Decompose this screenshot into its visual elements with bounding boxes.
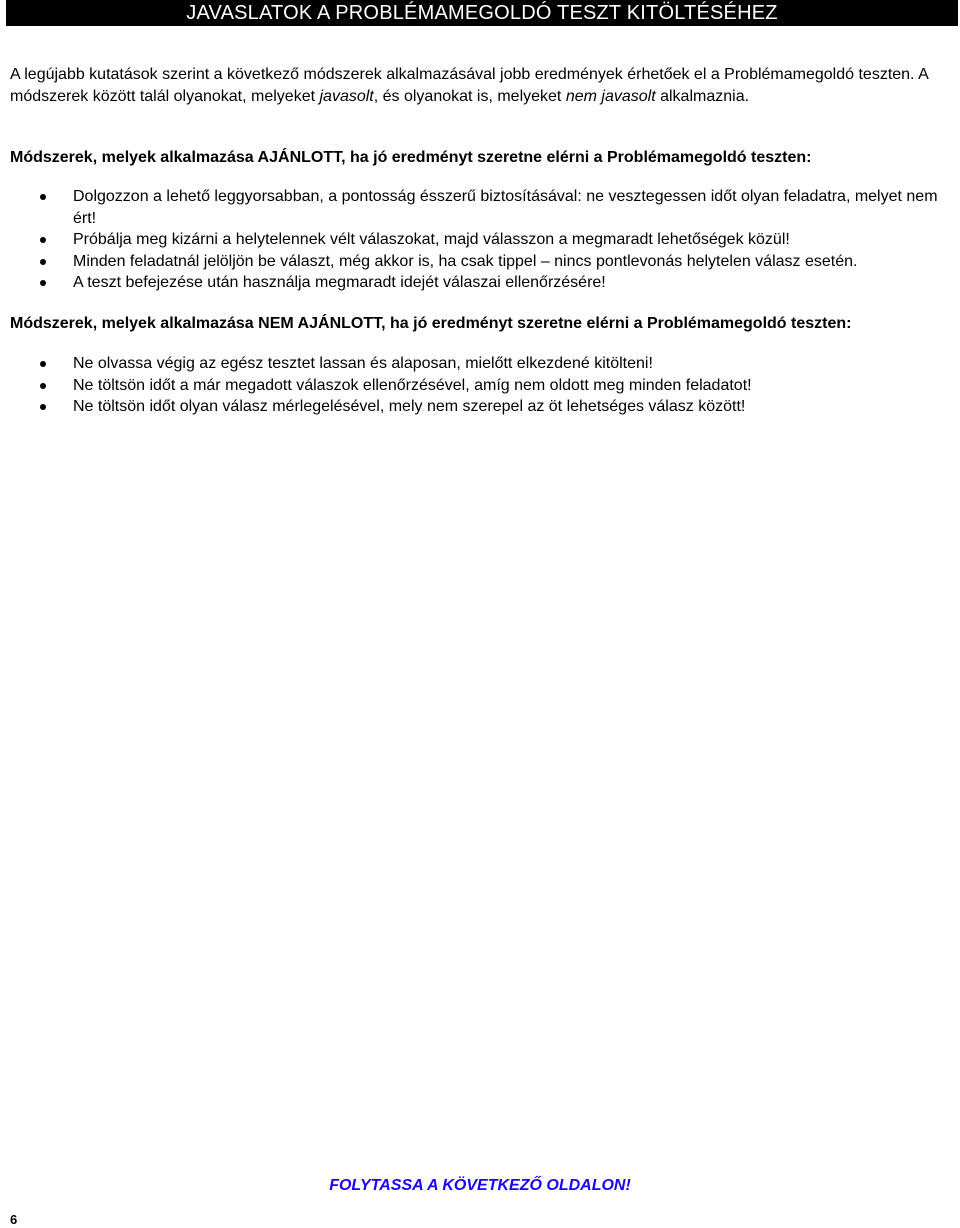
list-item-text: Ne töltsön időt olyan válasz mérlegelésével, mely nem szerepel az öt lehetséges válasz között! (73, 398, 746, 415)
list-item (0, 375, 940, 397)
list-item-text: Próbálja meg kizárni a helytelennek vélt válaszokat, majd válasszon a megmaradt lehetőségek közül! (73, 231, 790, 248)
bullet-icon (40, 361, 46, 367)
bullet-icon (40, 383, 46, 389)
intro-text-part2: , és olyanokat is, melyeket (373, 88, 566, 105)
page-number: 6 (10, 1212, 18, 1227)
list-item (0, 229, 940, 251)
bullet-icon (40, 237, 46, 243)
list-item-text: Ne olvassa végig az egész tesztet lassan és alaposan, mielőtt elkezdené kitölteni! (73, 355, 653, 372)
recommended-list (0, 186, 940, 294)
intro-text-part3: alkalmaznia. (655, 88, 750, 105)
page-title-bar (6, 0, 958, 26)
bullet-icon (40, 280, 46, 286)
intro-paragraph (10, 64, 950, 108)
bullet-icon (40, 259, 46, 265)
not-recommended-list (0, 353, 940, 418)
list-item (0, 186, 940, 229)
continue-next-page-note: FOLYTASSA A KÖVETKEZŐ OLDALON! (329, 1177, 631, 1194)
list-item-text: Minden feladatnál jelöljön be választ, még akkor is, ha csak tippel – nincs pontlevonás helytelen válasz esetén. (73, 252, 858, 270)
list-item (0, 396, 940, 418)
list-item (0, 272, 940, 294)
list-item-text: A teszt befejezése után használja megmaradt idejét válaszai ellenőrzésére! (73, 274, 606, 291)
list-item-text: Ne töltsön időt a már megadott válaszok ellenőrzésével, amíg nem oldott meg minden feladatot! (73, 376, 752, 394)
list-item (0, 353, 940, 375)
list-item-text: Dolgozzon a lehető leggyorsabban, a pontosság ésszerű biztosításával: ne vesztegessen időt olyan feladatra, melyet nem ért! (73, 188, 938, 227)
intro-italic-recommended: javasolt (319, 88, 374, 105)
not-recommended-heading: Módszerek, melyek alkalmazása NEM AJÁNLOTT, ha jó eredményt szeretne elérni a Problémamegoldó teszten: (10, 315, 852, 332)
list-item (0, 251, 940, 273)
intro-italic-not-recommended: nem javasolt (565, 88, 656, 105)
page-title: JAVASLATOK A PROBLÉMAMEGOLDÓ TESZT KITÖLTÉSÉHEZ (186, 2, 778, 24)
bullet-icon (40, 194, 46, 200)
recommended-heading: Módszerek, melyek alkalmazása AJÁNLOTT, ha jó eredményt szeretne elérni a Problémamegoldó teszten: (10, 149, 812, 166)
intro-text-part1: A legújabb kutatások szerint a következő módszerek alkalmazásával jobb eredmények érhetőek el a Problémamegoldó teszten. A módszerek között talál olyanokat, melyeket (10, 66, 928, 105)
bullet-icon (40, 404, 46, 410)
